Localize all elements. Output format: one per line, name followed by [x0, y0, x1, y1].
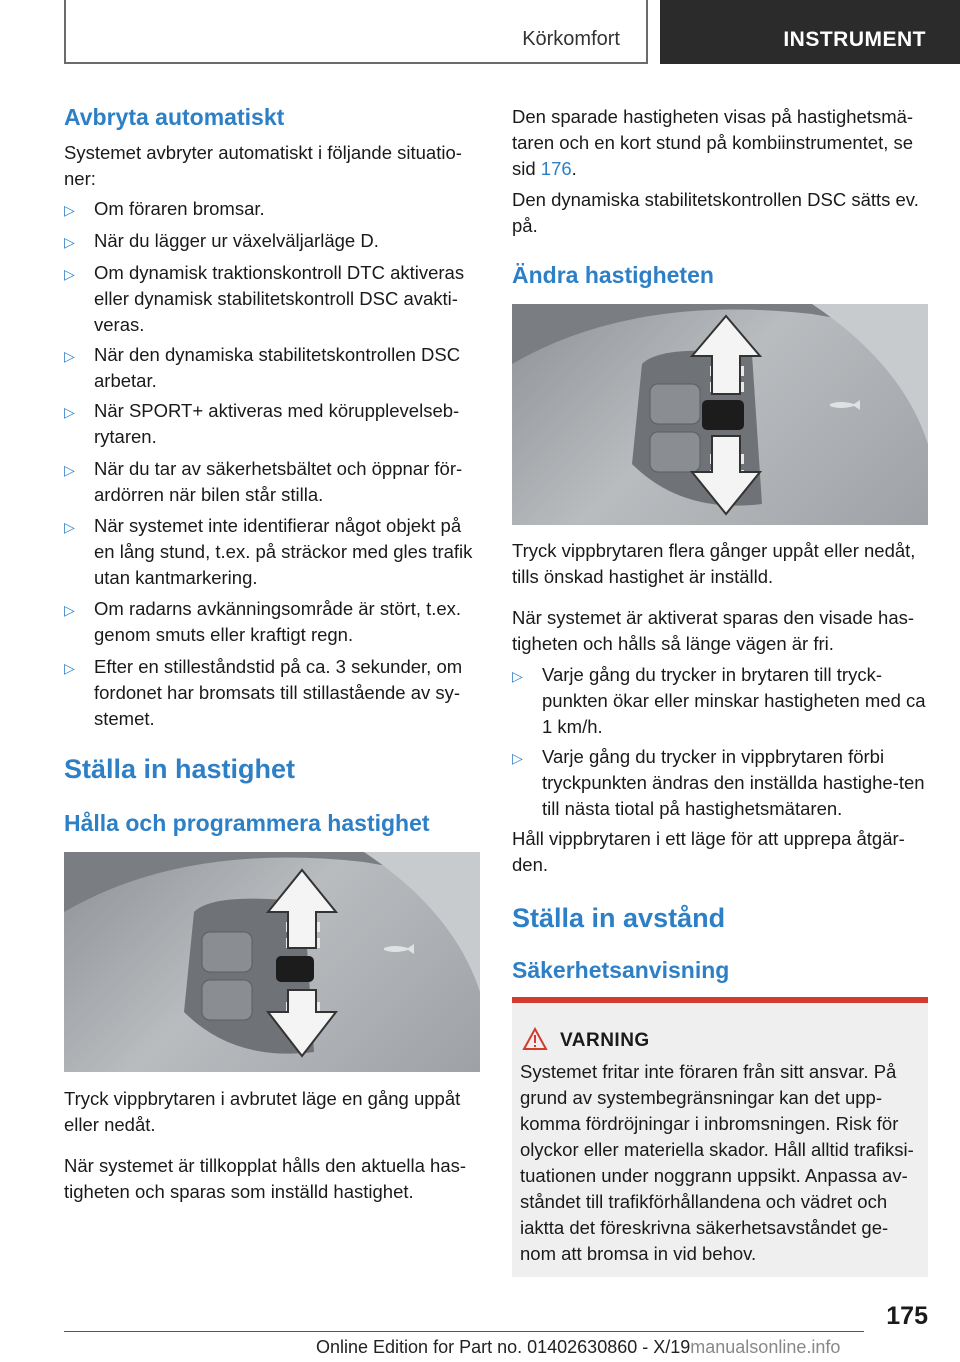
triangle-bullet-icon: ▷	[64, 519, 75, 535]
heading-cancel-automatic: Avbryta automatiskt	[64, 104, 285, 130]
heading-set-speed: Ställa in hastighet	[64, 754, 296, 784]
triangle-bullet-icon: ▷	[64, 234, 75, 250]
steering-wheel-rocker-image	[512, 304, 928, 525]
heading-hold-program-speed: Hålla och programmera hastighet	[64, 810, 430, 836]
triangle-bullet-icon: ▷	[64, 348, 75, 364]
header-chapter-tab	[660, 0, 960, 64]
heading-set-distance: Ställa in avstånd	[512, 903, 726, 933]
hold-switch-paragraph: Håll vippbrytaren i ett läge för att upprepa åtgär-den.	[512, 828, 905, 875]
list-item: ▷ När den dynamiska stabilitetskontrollen DSC arbetar.	[64, 344, 461, 391]
cancel-intro: Systemet avbryter automatiskt i följande situatio-ner:	[64, 142, 462, 189]
page-number: 175	[886, 1302, 928, 1330]
warning-box	[512, 997, 928, 1277]
list-item: ▷ Varje gång du trycker in brytaren till tryck-punkten ökar eller minskar hastigheten med ca 1 km/h.	[512, 664, 926, 737]
footer-edition: Online Edition for Part no. 01402630860 - X/19manualsonline.info	[316, 1337, 841, 1357]
footer-watermark: manualsonline.info	[690, 1337, 841, 1357]
heading-change-speed: Ändra hastigheten	[512, 262, 714, 288]
warning-title: VARNING	[560, 1030, 650, 1051]
warning-triangle-icon	[522, 1027, 548, 1051]
triangle-bullet-icon: ▷	[64, 404, 75, 420]
list-item: ▷ Varje gång du trycker in vippbrytaren förbi tryckpunkten ändras den inställda hastighe-ten till nästa tiotal på hastighetsmätaren.	[512, 746, 925, 819]
list-item: ▷ När systemet inte identifierar något objekt på en lång stund, t.ex. på sträckor med gles trafik utan kantmarkering.	[64, 515, 473, 588]
list-item: ▷ Efter en stilleståndstid på ca. 3 sekunder, om fordonet har bromsats till stillastående av sy-stemet.	[64, 656, 463, 729]
header-chapter-title: INSTRUMENT	[783, 28, 926, 51]
page-link[interactable]: 176	[540, 158, 572, 179]
header-section-title: Körkomfort	[522, 28, 620, 50]
triangle-bullet-icon: ▷	[512, 750, 523, 766]
triangle-bullet-icon: ▷	[64, 660, 75, 676]
steering-wheel-rocker-image	[64, 852, 480, 1072]
hold-paragraph-2: När systemet är tillkopplat hålls den aktuella has-tigheten och sparas som inställd hastighet.	[64, 1155, 467, 1202]
list-item: ▷ Om dynamisk traktionskontroll DTC aktiveras eller dynamisk stabilitetskontroll DSC avakti-veras.	[64, 262, 465, 335]
saved-speed-paragraph: Den sparade hastigheten visas på hastighetsmä-taren och en kort stund på kombiinstrumentet, se sid 176.	[512, 106, 914, 179]
header-section-box	[64, 0, 648, 64]
list-item: ▷ Om radarns avkänningsområde är stört, t.ex. genom smuts eller kraftigt regn.	[64, 598, 462, 645]
warning-text: Systemet fritar inte föraren från sitt ansvar. På grund av systembegränsningar kan det upp-komma fördröjningar i inbromsningen. Risk för olyckor eller materiella skador. Håll alltid trafiksi-tuationen under noggrann uppsikt. Anpassa av-ståndet till trafikförhållandena och vädret och iaktta det föreskrivna säkerhetsavståndet ge-nom att bromsa in vid behov.	[520, 1061, 914, 1264]
triangle-bullet-icon: ▷	[64, 602, 75, 618]
list-item: ▷ När du tar av säkerhetsbältet och öppnar för-ardörren när bilen står stilla.	[64, 458, 463, 505]
list-item: ▷ Om föraren bromsar.	[64, 196, 484, 222]
hold-paragraph-1: Tryck vippbrytaren i avbrutet läge en gång uppåt eller nedåt.	[64, 1088, 461, 1135]
list-item: ▷ När du lägger ur växelväljarläge D.	[64, 228, 484, 254]
footer-divider	[64, 1331, 864, 1332]
list-item: ▷ När SPORT+ aktiveras med körupplevelseb-rytaren.	[64, 400, 460, 447]
triangle-bullet-icon: ▷	[64, 462, 75, 478]
change-paragraph-1: Tryck vippbrytaren flera gånger uppåt eller nedåt, tills önskad hastighet är inställd.	[512, 540, 916, 587]
dsc-paragraph: Den dynamiska stabilitetskontrollen DSC sätts ev. på.	[512, 189, 919, 236]
triangle-bullet-icon: ▷	[64, 266, 75, 282]
triangle-bullet-icon: ▷	[64, 202, 75, 218]
change-paragraph-2: När systemet är aktiverat sparas den visade has-tigheten och hålls så länge vägen är fri.	[512, 607, 915, 654]
triangle-bullet-icon: ▷	[512, 668, 523, 684]
heading-safety-note: Säkerhetsanvisning	[512, 957, 730, 983]
